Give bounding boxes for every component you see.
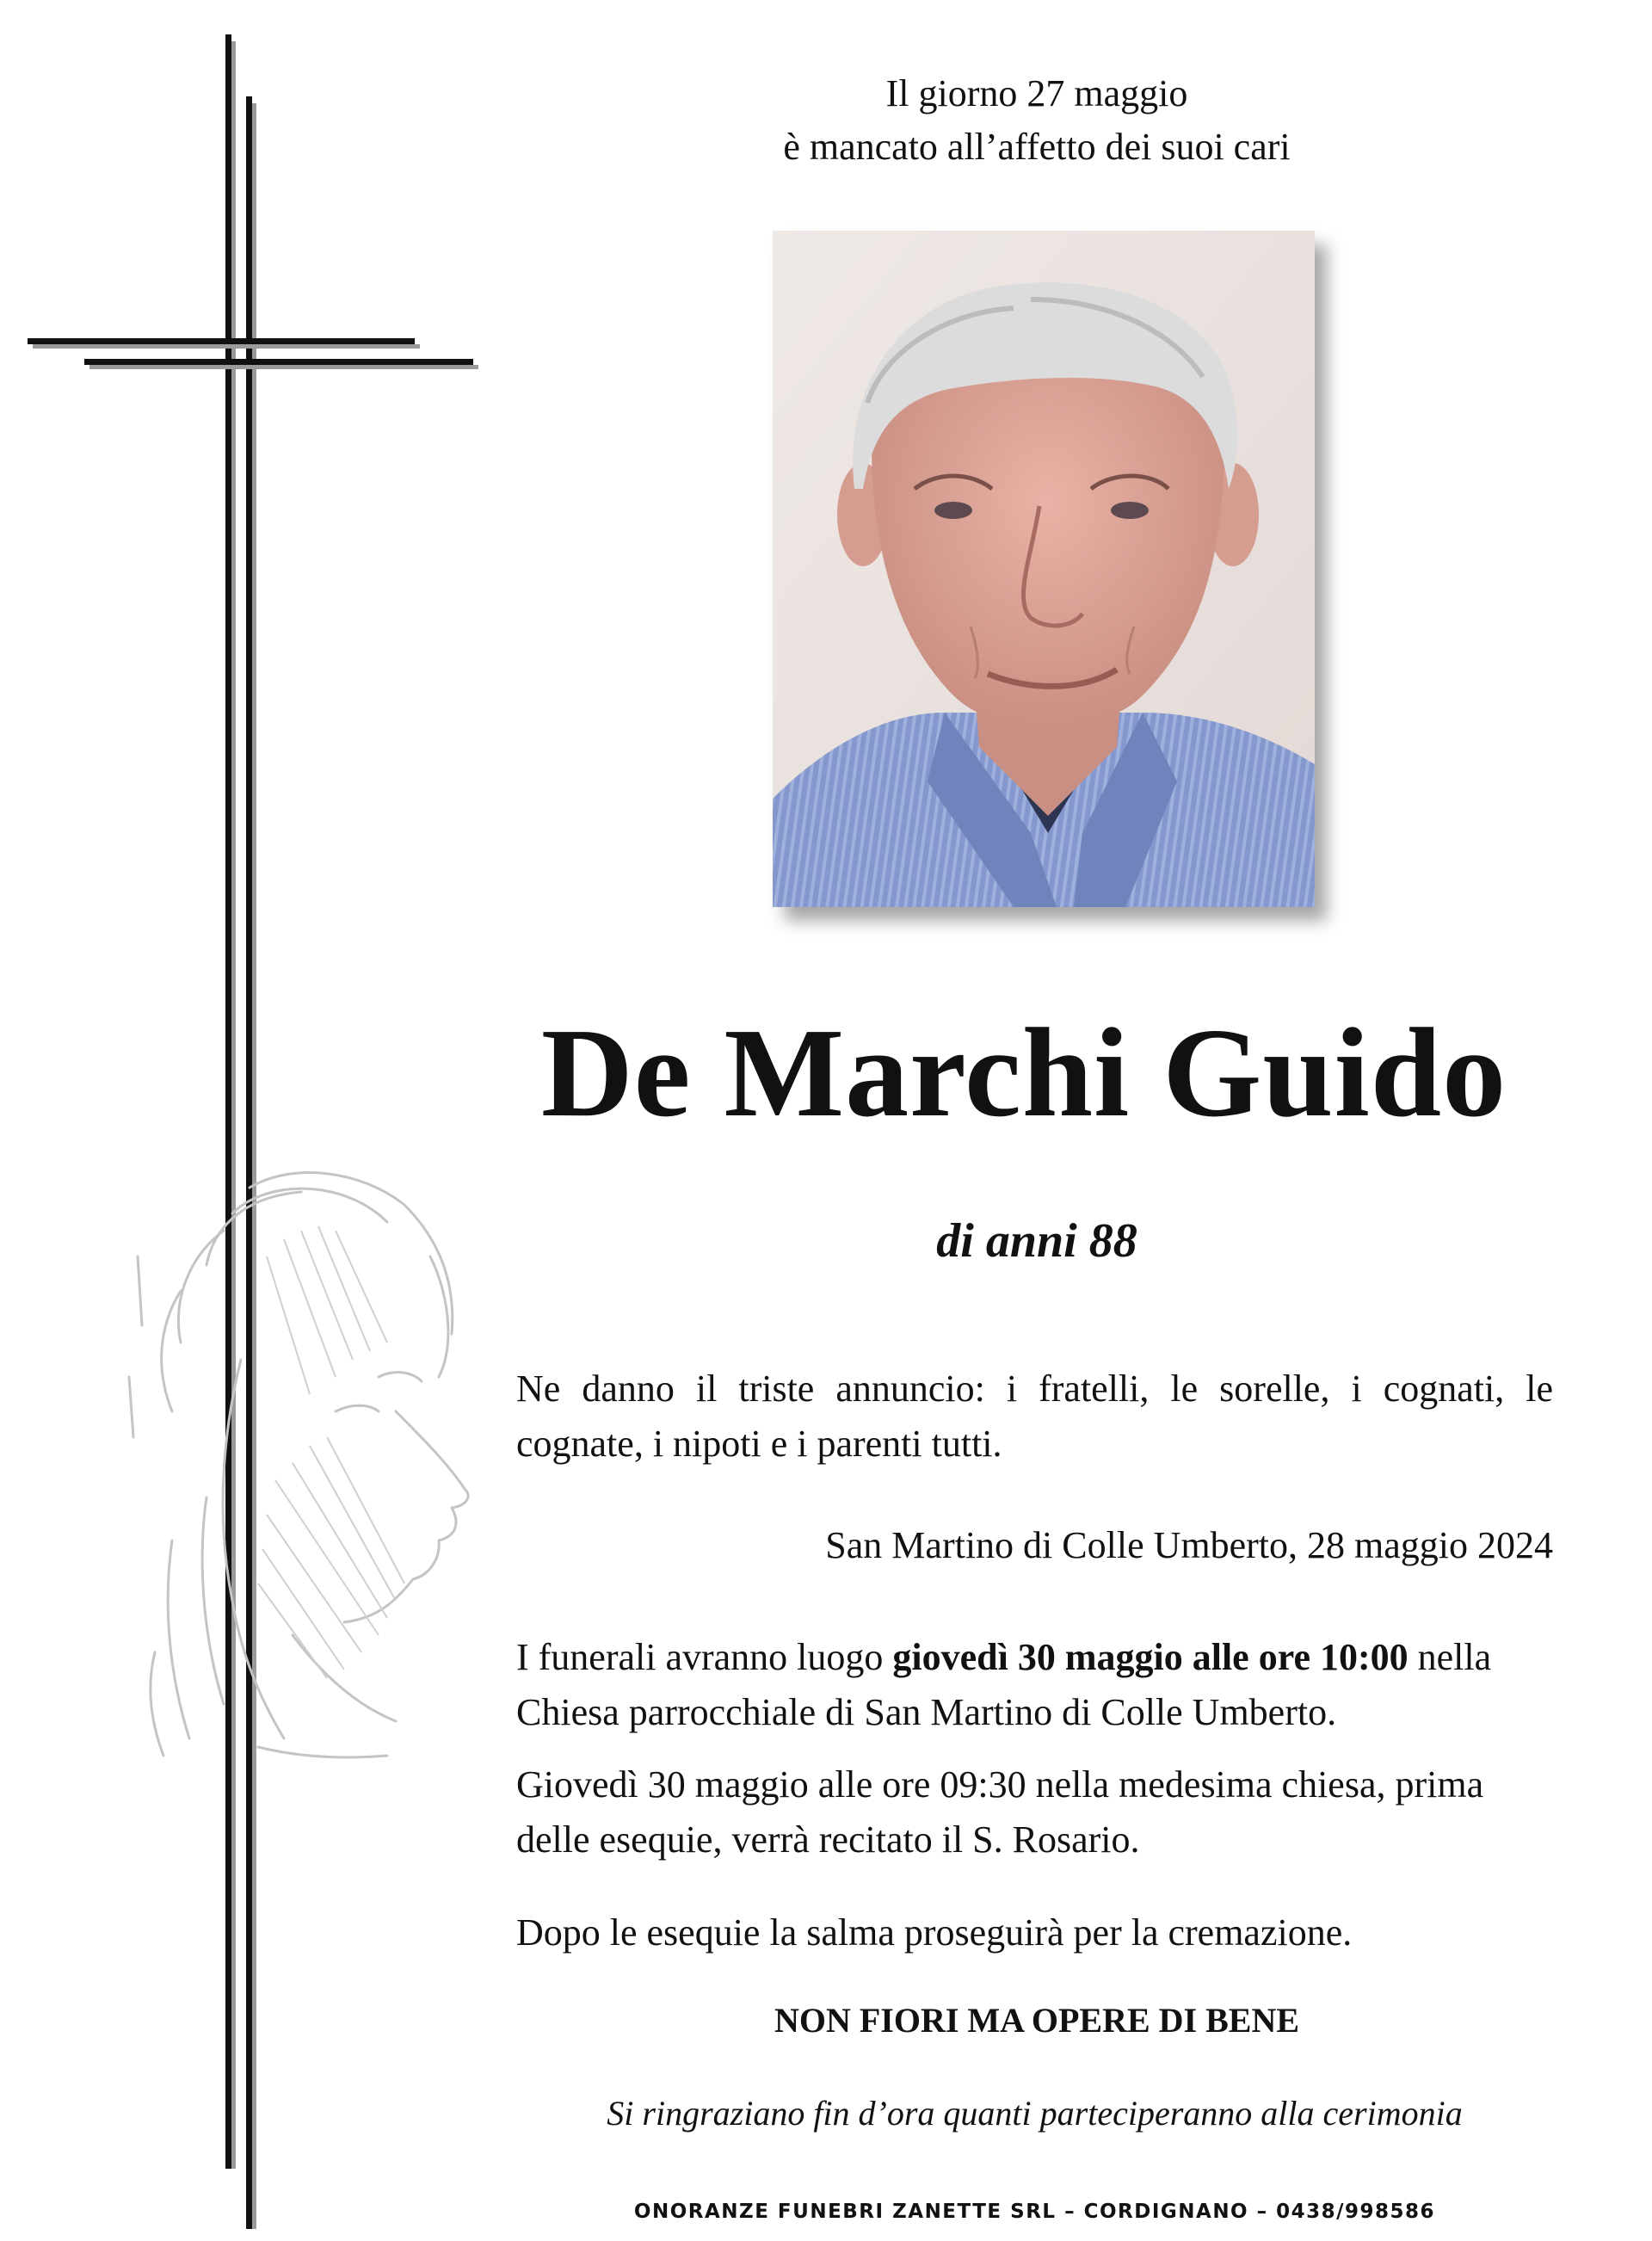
funeral-datetime: giovedì 30 maggio alle ore 10:00 bbox=[892, 1636, 1409, 1678]
portrait-photo bbox=[773, 231, 1315, 907]
intro-line-2: è mancato all’affetto dei suoi cari bbox=[783, 126, 1291, 168]
announcement-paragraph: Ne danno il triste annuncio: i fratelli, le sorelle, i cognati, le cognate, i nipoti e i parenti tutti. bbox=[516, 1367, 1553, 1465]
deceased-name: De Marchi Guido bbox=[540, 1003, 1507, 1144]
no-flowers-notice: NON FIORI MA OPERE DI BENE bbox=[774, 2001, 1300, 2040]
funeral-prefix: I funerali avranno luogo bbox=[516, 1636, 893, 1678]
place-date: San Martino di Colle Umberto, 28 maggio 2024 bbox=[825, 1524, 1553, 1566]
cremation-paragraph: Dopo le esequie la salma proseguirà per la cremazione. bbox=[516, 1911, 1353, 1954]
funeral-paragraph bbox=[516, 1630, 1553, 1740]
christ-face-sketch bbox=[120, 1153, 499, 1790]
deceased-age: di anni 88 bbox=[936, 1214, 1137, 1268]
intro-line-1: Il giorno 27 maggio bbox=[885, 72, 1188, 114]
funeral-suffix: nella Chiesa parrocchiale di San Martino di Colle Umberto. bbox=[516, 1636, 1492, 1733]
intro-text bbox=[602, 67, 1471, 174]
thanks-text: Si ringraziano fin d’ora quanti parteciperanno alla cerimonia bbox=[607, 2094, 1463, 2133]
rosary-paragraph: Giovedì 30 maggio alle ore 09:30 nella medesima chiesa, prima delle esequie, verrà recitato il S. Rosario. bbox=[516, 1763, 1484, 1861]
funeral-home-footer: ONORANZE FUNEBRI ZANETTE SRL – CORDIGNANO – 0438/998586 bbox=[633, 2201, 1436, 2223]
